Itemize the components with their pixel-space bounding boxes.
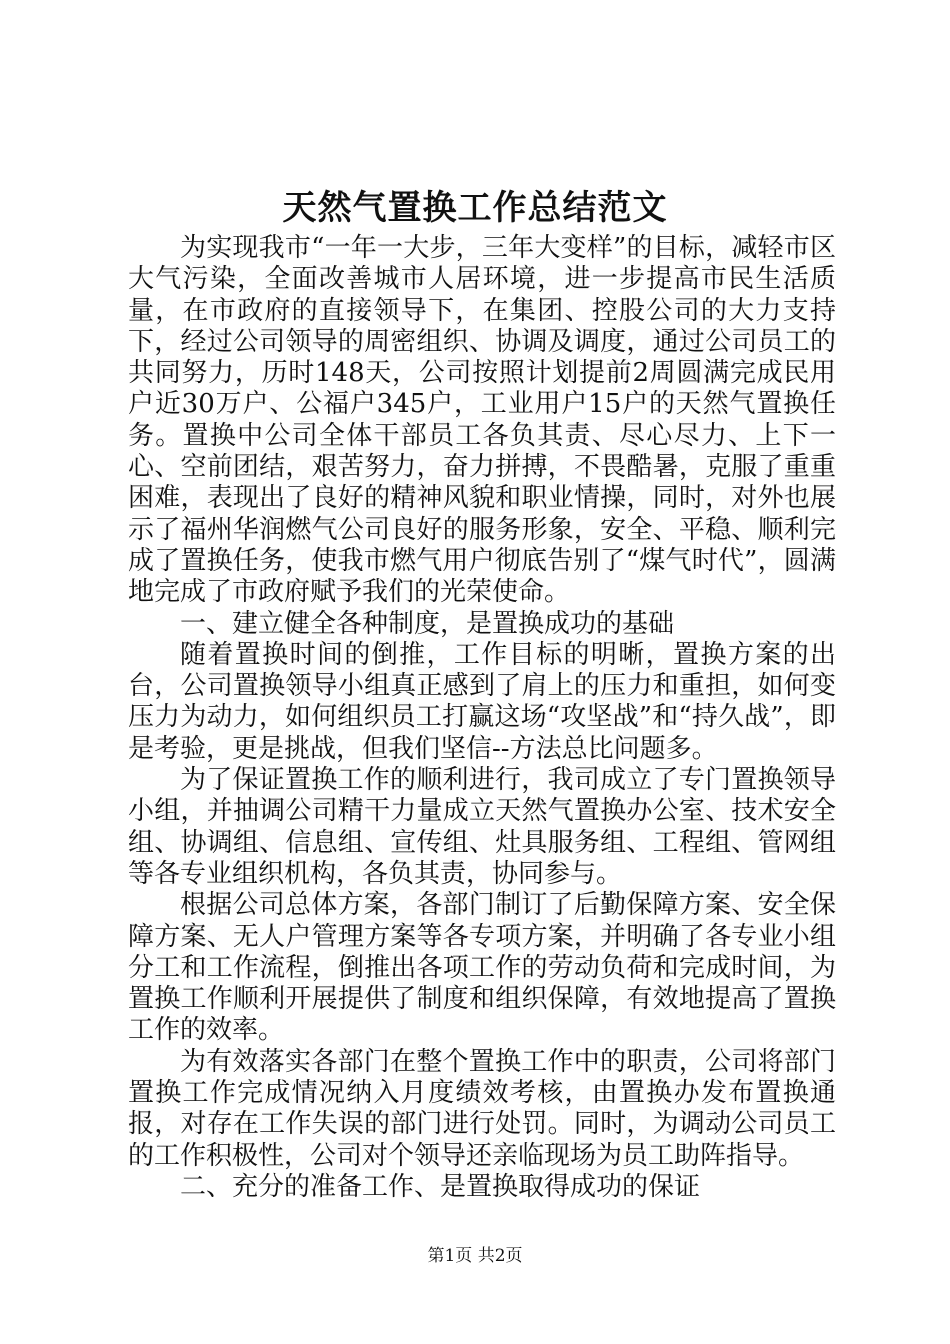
paragraph-intro: 为实现我市“一年一大步，三年大变样”的目标，减轻市区大气污染，全面改善城市人居环境，进一步提高市民生活质量，在市政府的直接领导下，在集团、控股公司的大力支持下，经过公司领导的周密组织、协调及调度，通过公司员工的共同努力，历时148天，公司按照计划提前2周圆满完成民用户近30万户、公福户345户，工业用户15户的天然气置换任务。置换中公司全体干部员工各负其责、尽心尽力、上下一心、空前团结，艰苦努力，奋力拼搏，不畏酷暑，克服了重重困难，表现出了良好的精神风貌和职业情操，同时，对外也展示了福州华润燃气公司良好的服务形象，安全、平稳、顺利完成了置换任务，使我市燃气用户彻底告别了“煤气时代”，圆满地完成了市政府赋予我们的光荣使命。 xyxy=(128,233,836,608)
document-body xyxy=(128,233,836,1203)
paragraph: 根据公司总体方案，各部门制订了后勤保障方案、安全保障方案、无人户管理方案等各专项方案，并明确了各专业小组分工和工作流程，倒推出各项工作的劳动负荷和完成时间，为置换工作顺利开展提供了制度和组织保障，有效地提高了置换工作的效率。 xyxy=(128,890,836,1046)
paragraph: 为有效落实各部门在整个置换工作中的职责，公司将部门置换工作完成情况纳入月度绩效考核，由置换办发布置换通报，对存在工作失误的部门进行处罚。同时，为调动公司员工的工作积极性，公司对个领导还亲临现场为员工助阵指导。 xyxy=(128,1046,836,1171)
paragraph: 为了保证置换工作的顺利进行，我司成立了专门置换领导小组，并抽调公司精干力量成立天然气置换办公室、技术安全组、协调组、信息组、宣传组、灶具服务组、工程组、管网组等各专业组织机构，各负其责，协同参与。 xyxy=(128,765,836,889)
section-heading-2: 二、充分的准备工作、是置换取得成功的保证 xyxy=(180,1171,701,1202)
document-title: 天然气置换工作总结范文 xyxy=(282,188,668,228)
section-heading-1: 一、建立健全各种制度，是置换成功的基础 xyxy=(180,608,675,639)
paragraph: 随着置换时间的倒推，工作目标的明晰，置换方案的出台，公司置换领导小组真正感到了肩上的压力和重担，如何变压力为动力，如何组织员工打赢这场“攻坚战”和“持久战”，即是考验，更是挑战，但我们坚信--方法总比问题多。 xyxy=(128,639,836,764)
page-number-footer: 第1页 共2页 xyxy=(427,1246,523,1266)
